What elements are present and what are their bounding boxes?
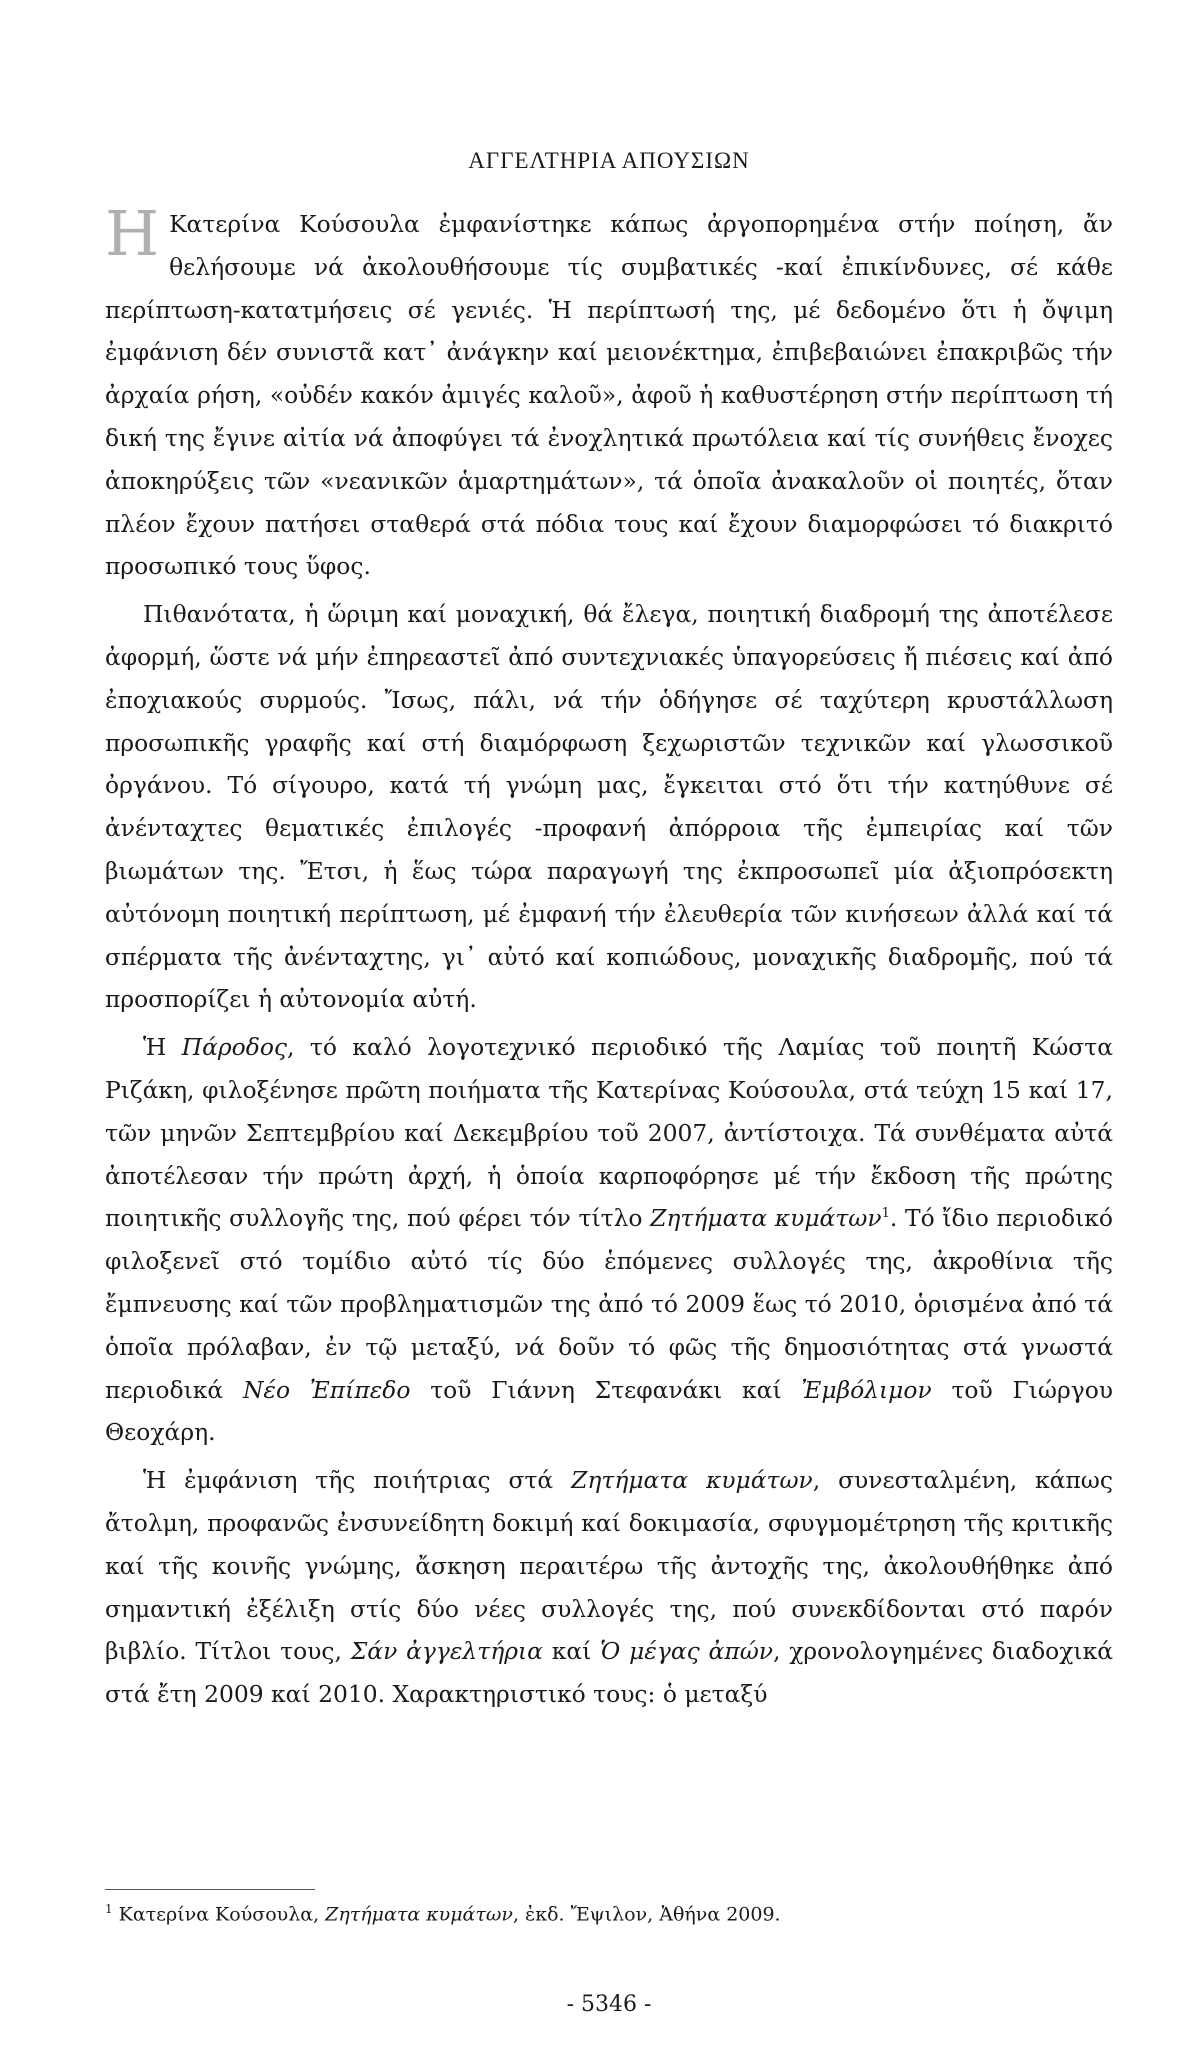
paragraph-1-text: Κατερίνα Κούσουλα ἐμφανίστηκε κάπως ἀργοπορημένα στήν ποίηση, ἄν θελήσουμε νά ἀκολουθήσουμε τίς συμβατικές -καί ἐπικίνδυνες, σέ κάθε περίπτωση-κατατμήσεις σέ γενιές. Ἡ περίπτωσή της, μέ δεδομένο ὅτι ἡ ὄψιμη ἐμφάνιση δέν συνιστᾶ κατ᾽ ἀνάγκην καί μειονέκτημα, ἐπιβεβαιώνει ἐπακριβῶς τήν ἀρχαία ρήση, «οὐδέν κακόν ἀμιγές καλοῦ», ἀφοῦ ἡ καθυστέρηση στήν περίπτωση τή δική της ἔγινε αἰτία νά ἀποφύγει τά ἐνοχλητικά πρωτόλεια καί τίς συνήθεις ἔνοχες ἀποκηρύξεις τῶν «νεανικῶν ἁμαρτημάτων», τά ὁποῖα ἀνακαλοῦν οἱ ποιητές, ὅταν πλέον ἔχουν πατήσει σταθερά στά πόδια τους καί ἔχουν διαμορφώσει τό διακριτό προσωπικό τους ὕφος. — [105, 210, 1113, 581]
paragraph-2: Πιθανότατα, ἡ ὥριμη καί μοναχική, θά ἔλεγα, ποιητική διαδρομή της ἀποτέλεσε ἀφορμή, ὥστε νά μήν ἐπηρεαστεῖ ἀπό συντεχνιακές ὑπαγορεύσεις ἤ πιέσεις καί ἀπό ἐποχιακούς συρμούς. Ἴσως, πάλι, νά τήν ὁδήγησε σέ ταχύτερη κρυστάλλωση προσωπικῆς γραφῆς καί στή διαμόρφωση ξεχωριστῶν τεχνικῶν καί γλωσσικοῦ ὀργάνου. Τό σίγουρο, κατά τή γνώμη μας, ἔγκειται στό ὅτι τήν κατηύθυνε σέ ἀνένταχτες θεματικές ἐπιλογές -προφανή ἀπόρροια τῆς ἐμπειρίας καί τῶν βιωμάτων της. Ἔτσι, ἡ ἕως τώρα παραγωγή της ἐκπροσωπεῖ μία ἀξιοπρόσεκτη αὐτόνομη ποιητική περίπτωση, μέ ἐμφανή τήν ἐλευθερία τῶν κινήσεων ἀλλά καί τά σπέρματα τῆς ἀνένταχτης, γι᾽ αὐτό καί κοπιώδους, μοναχικῆς διαδρομῆς, πού τά προσπορίζει ἡ αὐτονομία αὐτή. — [105, 600, 1113, 1014]
collection-title-megas-apon: Ὁ μέγας ἀπών — [600, 1637, 773, 1666]
book-page — [105, 0, 1113, 2048]
paragraph-3-text: Ἡ — [143, 1033, 182, 1062]
body-text — [105, 197, 1114, 1716]
running-head: ΑΓΓΕΛΤΗΡΙΑ ΑΠΟΥΣΙΩΝ — [468, 148, 750, 173]
paragraph-3-text: . Τό ἴδιο περιοδικό φιλοξενεῖ στό τομίδιο αὐτό τίς δύο ἑπόμενες συλλογές της, ἀκροθίνια τῆς ἔμπνευσης καί τῶν προβληματισμῶν της ἀπό τό 2009 ἕως τό 2010, ὁρισμένα ἀπό τά ὁποῖα πρόλαβαν, ἐν τῷ μεταξύ, νά δοῦν τό φῶς τῆς δημοσιότητας στά γνωστά περιοδικά — [105, 1204, 1113, 1404]
paragraph-4-text: Ἡ ἐμφάνιση τῆς ποιήτριας στά — [143, 1466, 572, 1495]
book-title: Ζητήματα κυμάτων — [650, 1204, 882, 1233]
paragraph-4-text: , χρονολογημένες διαδοχικά στά ἔτη 2009 καί 2010. Χαρακτηριστικό τους: ὁ μεταξύ — [105, 1637, 1114, 1709]
footnote-ref[interactable]: 1 — [881, 1206, 890, 1222]
paragraph-1 — [105, 197, 1113, 588]
paragraph-3-text: τοῦ Γιώργου Θεοχάρη. — [105, 1375, 1114, 1447]
footnote-mark: 1 — [105, 1902, 113, 1916]
footnote-title: Ζητήματα κυμάτων — [325, 1903, 513, 1926]
footnote-publication: , ἐκδ. Ἔψιλον, Ἀθήνα 2009. — [512, 1903, 781, 1926]
book-title: Ζητήματα κυμάτων — [571, 1466, 813, 1495]
footnote — [105, 1896, 1113, 1927]
paragraph-3-text: , τό καλό λογοτεχνικό περιοδικό τῆς Λαμίας τοῦ ποιητῆ Κώστα Ριζάκη, φιλοξένησε πρῶτη ποιήματα τῆς Κατερίνας Κούσουλα, στά τεύχη 15 καί 17, τῶν μηνῶν Σεπτεμβρίου καί Δεκεμβρίου τοῦ 2007, ἀντίστοιχα. Τά συνθέματα αὐτά ἀποτέλεσαν τήν πρώτη ἀρχή, ἡ ὁποία καρποφόρησε μέ τήν ἔκδοση τῆς πρώτης ποιητικῆς συλλογῆς της, πού φέρει τόν τίτλο — [105, 1033, 1113, 1233]
footnote-divider — [105, 1889, 315, 1890]
journal-title-parodos: Πάροδος — [181, 1033, 287, 1062]
page-number: - 5346 - — [566, 1992, 652, 2017]
paragraph-3-text: τοῦ Γιάννη Στεφανάκι καί — [410, 1375, 802, 1404]
paragraph-4-text: , συνεσταλμένη, κάπως ἄτολμη, προφανῶς ἐνσυνείδητη δοκιμή καί δοκιμασία, σφυγμομέτρηση τῆς κριτικῆς καί τῆς κοινῆς γνώμης, ἄσκηση περαιτέρω τῆς ἀντοχῆς της, ἀκολουθήθηκε ἀπό σημαντική ἐξέλιξη στίς δύο νέες συλλογές της, πού συνεκδίδονται στό παρόν βιβλίο. Τίτλοι τους, — [105, 1466, 1113, 1666]
paragraph-4-text: καί — [542, 1637, 601, 1666]
footnote-author: Κατερίνα Κούσουλα, — [118, 1903, 326, 1926]
drop-cap: Η — [105, 197, 160, 270]
journal-title-neo-epipedo: Νέο Ἐπίπεδο — [242, 1375, 411, 1404]
journal-title-emvolimon: Ἐμβόλιμον — [801, 1375, 932, 1404]
paragraph-3 — [105, 1026, 1113, 1454]
collection-title-aggeltiria: Σάν ἀγγελτήρια — [350, 1637, 543, 1666]
paragraph-4 — [105, 1459, 1113, 1716]
